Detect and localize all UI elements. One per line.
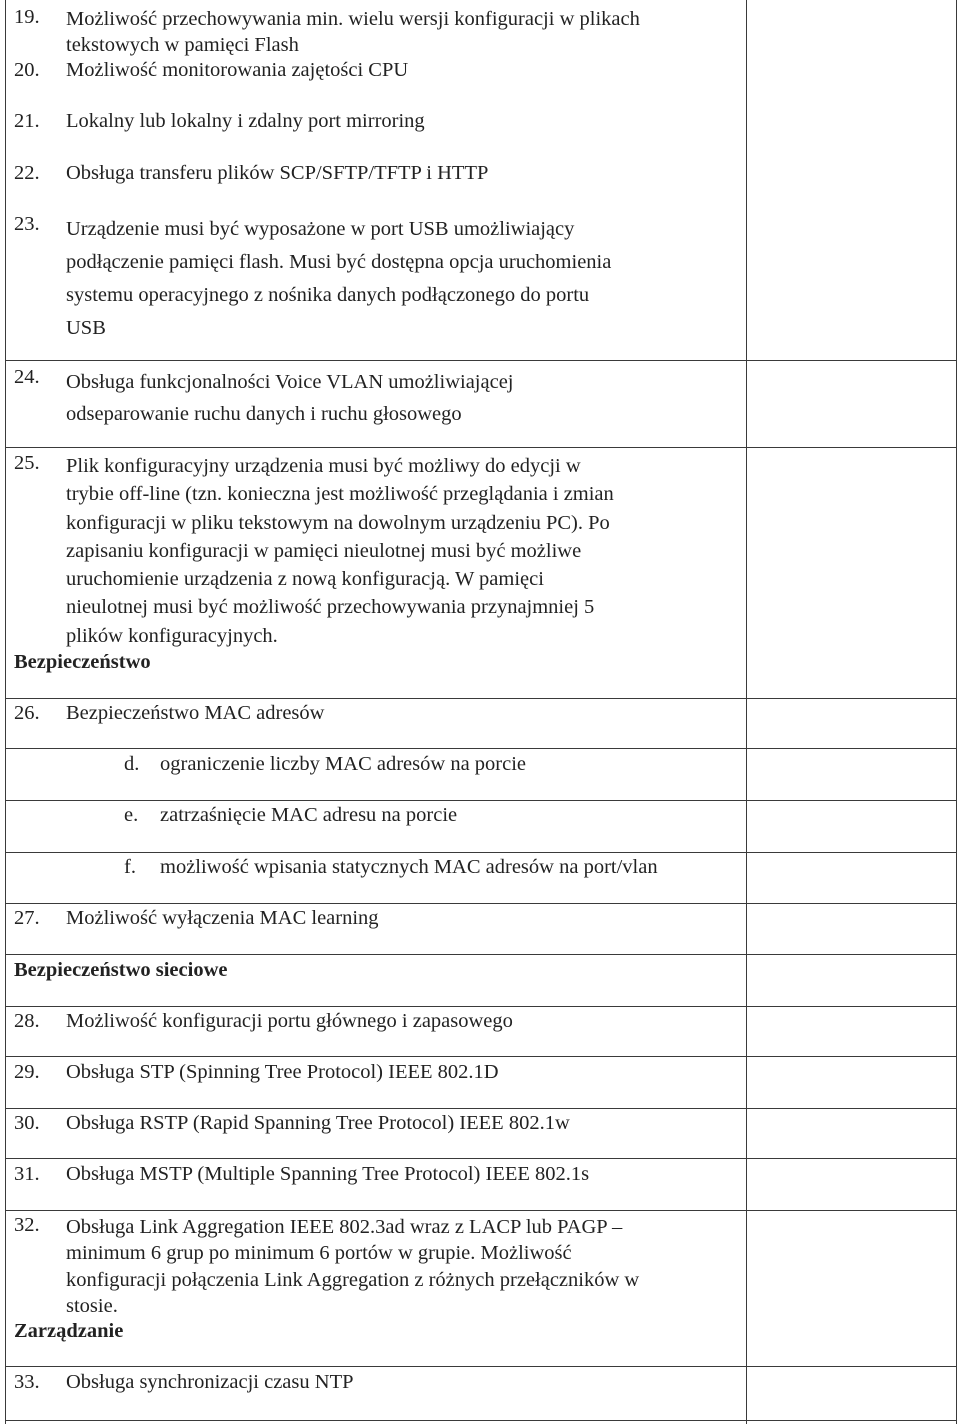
item-text-line: USB bbox=[66, 317, 106, 339]
item-number: 27. bbox=[14, 907, 40, 929]
item-number: 30. bbox=[14, 1112, 40, 1134]
item-text-line: Obsługa synchronizacji czasu NTP bbox=[66, 1371, 354, 1393]
item-number: 32. bbox=[14, 1214, 40, 1236]
item-text-line: Możliwość monitorowania zajętości CPU bbox=[66, 59, 409, 81]
row-divider bbox=[5, 1210, 957, 1211]
row-divider bbox=[5, 447, 957, 448]
item-text-line: minimum 6 grup po minimum 6 portów w grupie. Możliwość bbox=[66, 1242, 572, 1265]
item-text-line: Możliwość wyłączenia MAC learning bbox=[66, 907, 379, 929]
item-number: 23. bbox=[14, 213, 40, 235]
item-number: 19. bbox=[14, 6, 40, 28]
item-letter: e. bbox=[124, 804, 139, 826]
item-text-line: odseparowanie ruchu danych i ruchu głosowego bbox=[66, 403, 462, 425]
row-divider bbox=[5, 748, 957, 749]
row-divider bbox=[5, 698, 957, 699]
row-divider bbox=[5, 903, 957, 904]
item-text-line: nieulotnej musi być możliwość przechowywania przynajmniej 5 bbox=[66, 596, 595, 619]
item-text-line: możliwość wpisania statycznych MAC adresów na port/vlan bbox=[160, 856, 658, 878]
item-text-line: Obsługa MSTP (Multiple Spanning Tree Protocol) IEEE 802.1s bbox=[66, 1163, 590, 1185]
item-letter: f. bbox=[124, 856, 136, 878]
item-text-line: tekstowych w pamięci Flash bbox=[66, 34, 299, 56]
item-text-line: systemu operacyjnego z nośnika danych podłączonego do portu bbox=[66, 284, 590, 306]
item-number: 26. bbox=[14, 702, 40, 724]
item-number: 28. bbox=[14, 1010, 40, 1032]
row-divider bbox=[5, 1366, 957, 1367]
row-divider bbox=[5, 1006, 957, 1007]
item-text-line: zatrzaśnięcie MAC adresu na porcie bbox=[160, 804, 458, 826]
item-text-line: uruchomienie urządzenia z nową konfiguracją. W pamięci bbox=[66, 568, 544, 591]
item-text-line: zapisaniu konfiguracji w pamięci nieulotnej musi być możliwe bbox=[66, 539, 582, 562]
item-number: 22. bbox=[14, 162, 40, 184]
item-text-line: Obsługa funkcjonalności Voice VLAN umożliwiającej bbox=[66, 371, 514, 393]
item-text-line: Możliwość konfiguracji portu głównego i zapasowego bbox=[66, 1010, 513, 1032]
item-text-line: trybie off-line (tzn. konieczna jest możliwość przeglądania i zmian bbox=[66, 483, 614, 506]
item-letter: d. bbox=[124, 753, 140, 775]
item-text-line: Plik konfiguracyjny urządzenia musi być możliwy do edycji w bbox=[66, 455, 581, 477]
item-text-line: Lokalny lub lokalny i zdalny port mirroring bbox=[66, 110, 425, 132]
item-text-line: Obsługa RSTP (Rapid Spanning Tree Protocol) IEEE 802.1w bbox=[66, 1112, 570, 1134]
item-text-line: Bezpieczeństwo MAC adresów bbox=[66, 702, 325, 724]
section-heading-network-security: Bezpieczeństwo sieciowe bbox=[14, 959, 228, 981]
item-text-line: Urządzenie musi być wyposażone w port USB umożliwiający bbox=[66, 218, 575, 240]
item-text-line: stosie. bbox=[66, 1294, 118, 1317]
item-text-line: konfiguracji w pliku tekstowym na dowolnym urządzeniu PC). Po bbox=[66, 511, 610, 534]
item-number: 33. bbox=[14, 1371, 40, 1393]
item-text-line: plików konfiguracyjnych. bbox=[66, 624, 278, 647]
item-number: 29. bbox=[14, 1061, 40, 1083]
item-number: 21. bbox=[14, 110, 40, 132]
row-divider bbox=[5, 360, 957, 361]
section-heading-security: Bezpieczeństwo bbox=[14, 651, 151, 673]
row-divider bbox=[5, 800, 957, 801]
row-divider bbox=[5, 1108, 957, 1109]
table-border-bottom bbox=[5, 1420, 957, 1421]
row-divider bbox=[5, 1158, 957, 1159]
item-text-line: ograniczenie liczby MAC adresów na porcie bbox=[160, 753, 527, 775]
row-divider bbox=[5, 954, 957, 955]
row-divider bbox=[5, 1056, 957, 1057]
item-text-line: Obsługa STP (Spinning Tree Protocol) IEEE 802.1D bbox=[66, 1061, 499, 1083]
item-text-line: Możliwość przechowywania min. wielu wersji konfiguracji w plikach bbox=[66, 8, 640, 30]
item-text-line: podłączenie pamięci flash. Musi być dostępna opcja uruchomienia bbox=[66, 251, 612, 273]
item-text-line: Obsługa Link Aggregation IEEE 802.3ad wraz z LACP lub PAGP – bbox=[66, 1216, 623, 1238]
item-number: 24. bbox=[14, 366, 40, 388]
item-text-line: Obsługa transferu plików SCP/SFTP/TFTP i HTTP bbox=[66, 162, 489, 184]
item-text-line: konfiguracji połączenia Link Aggregation z różnych przełączników w bbox=[66, 1268, 640, 1291]
item-number: 31. bbox=[14, 1163, 40, 1185]
row-divider bbox=[5, 852, 957, 853]
item-number: 25. bbox=[14, 452, 40, 474]
item-number: 20. bbox=[14, 59, 40, 81]
section-heading-management: Zarządzanie bbox=[14, 1320, 124, 1342]
